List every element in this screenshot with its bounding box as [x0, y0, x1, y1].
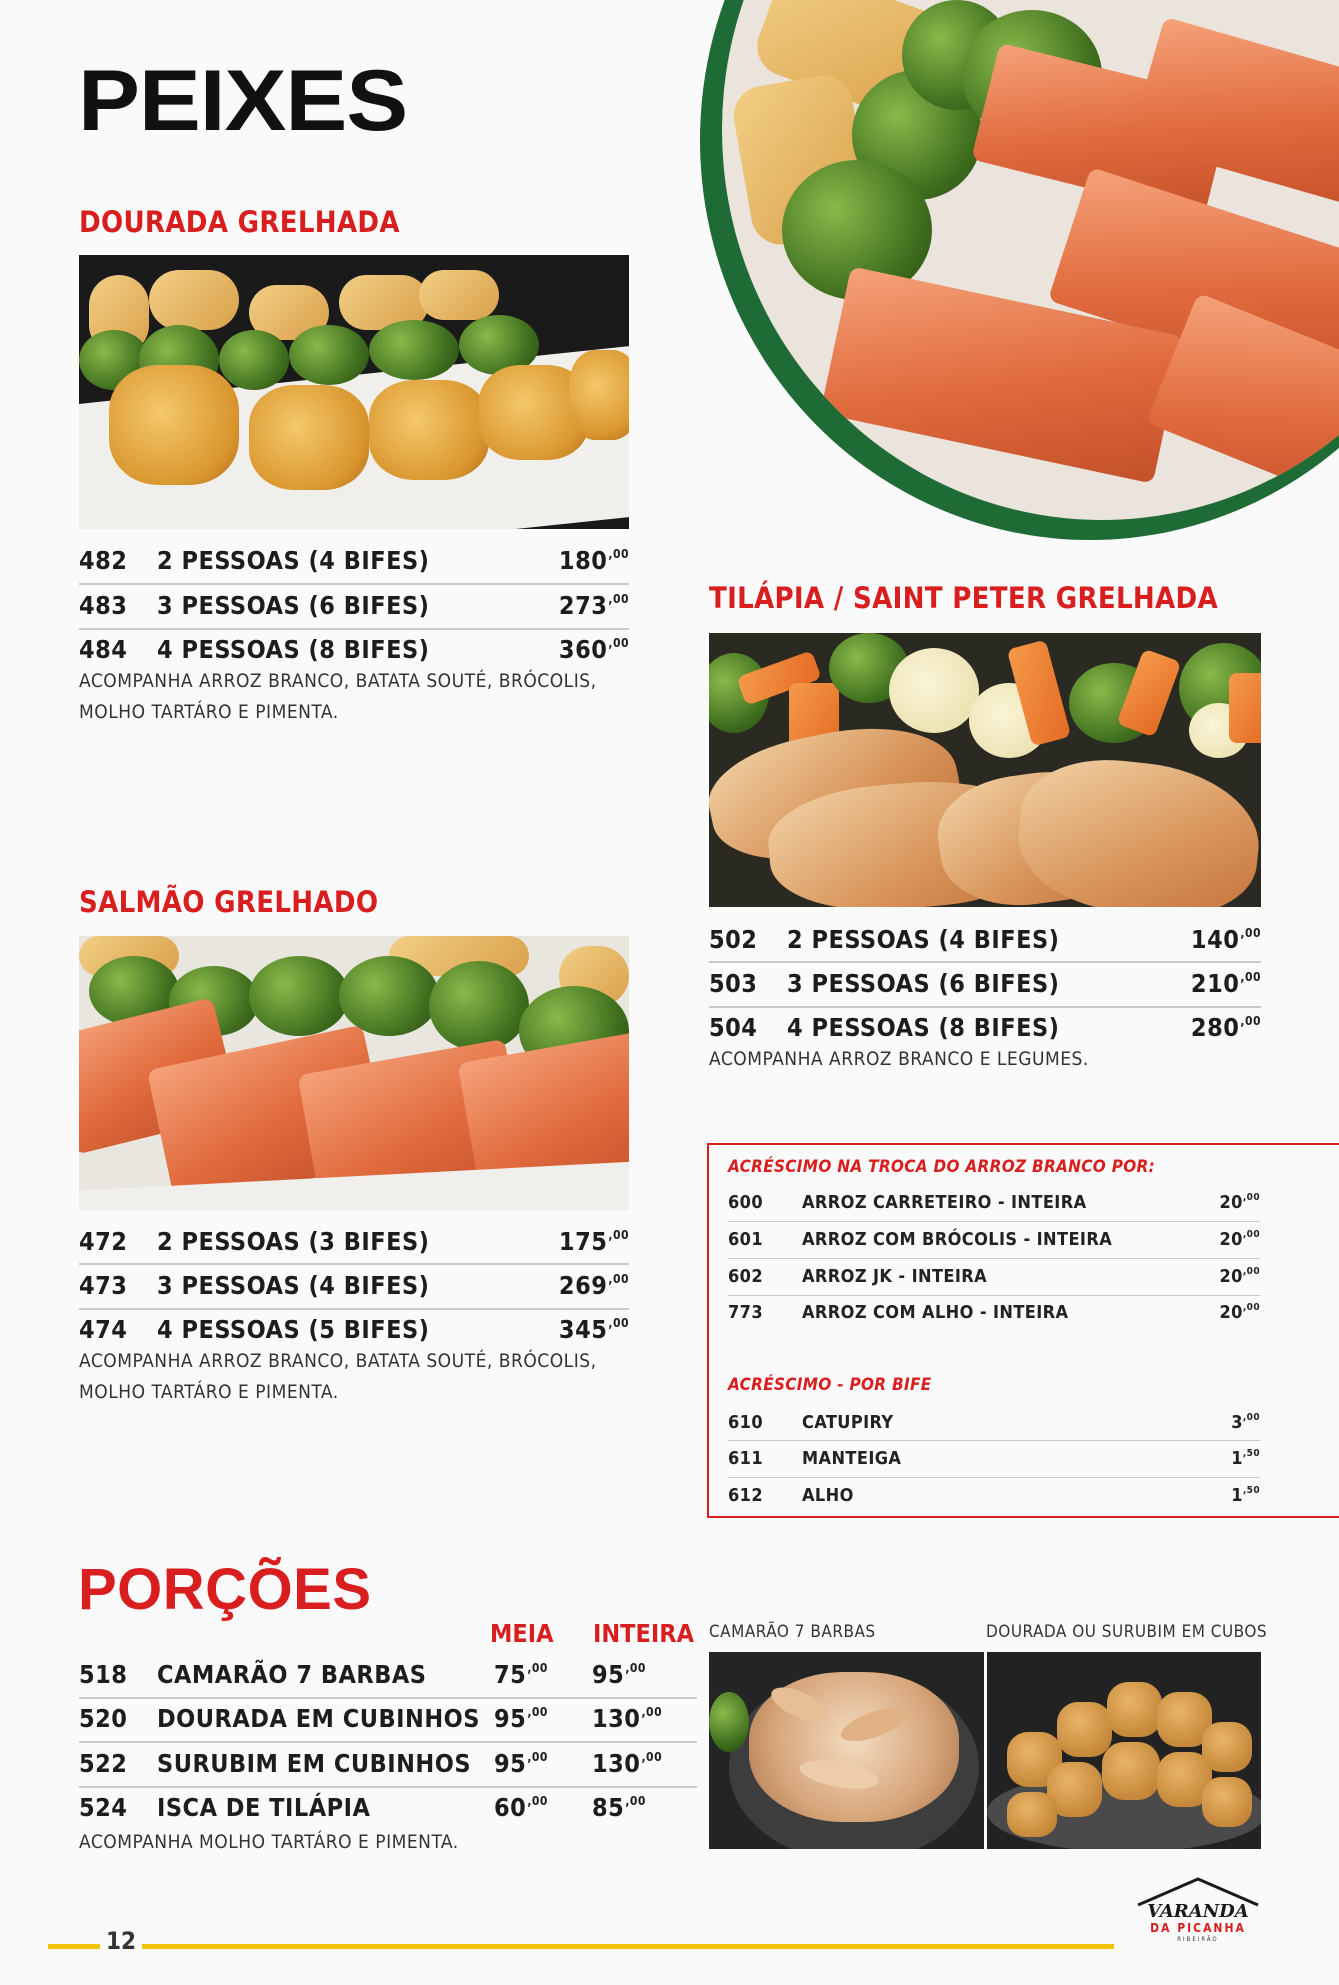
divider — [79, 1741, 697, 1743]
item-price: 140 — [1190, 925, 1240, 954]
hero-salmon-photo — [700, 0, 1339, 540]
description-line: MOLHO TARTÁRO E PIMENTA. — [79, 1381, 339, 1403]
item-code: 472 — [79, 1227, 128, 1256]
item-price-inteira: $85^{,00}$ — [592, 1793, 646, 1822]
item-price-cents: ,00 — [1242, 1266, 1260, 1277]
divider — [79, 583, 629, 585]
porcao-item-524 — [79, 1793, 699, 1822]
item-code: 518 — [79, 1660, 128, 1689]
column-header-meia: MEIA — [490, 1619, 554, 1648]
divider — [709, 961, 1261, 963]
item-price-meia: $95^{,00}$ — [494, 1749, 548, 1778]
item-code: 522 — [79, 1749, 128, 1778]
item-name: ARROZ COM ALHO - INTEIRA — [802, 1302, 1069, 1323]
addon-item-612 — [728, 1485, 1260, 1506]
logo-line1: VARANDA — [1147, 1901, 1249, 1922]
item-price: 280 — [1190, 1013, 1240, 1042]
porcoes-title: PORÇÕES — [78, 1557, 372, 1622]
tilapia-photo — [709, 633, 1261, 907]
tilapia-description: ACOMPANHA ARROZ BRANCO E LEGUMES. — [709, 1048, 1089, 1070]
item-name: SURUBIM EM CUBINHOS — [157, 1749, 472, 1778]
item-price-cents: ,50 — [1242, 1485, 1260, 1496]
salmao-photo — [79, 936, 629, 1210]
item-price: 20 — [1219, 1192, 1243, 1213]
item-code: 773 — [728, 1302, 764, 1323]
page-number: 12 — [100, 1927, 142, 1955]
page-title: PEIXES — [78, 53, 408, 149]
item-price: 20 — [1219, 1229, 1243, 1250]
item-price: 269 — [558, 1271, 608, 1300]
item-price: 175 — [558, 1227, 608, 1256]
item-price-inteira: $130^{,00}$ — [592, 1749, 663, 1778]
rice-addon-heading: ACRÉSCIMO NA TROCA DO ARROZ BRANCO POR: — [728, 1157, 1156, 1177]
salmao-item-472 — [79, 1227, 629, 1256]
item-name: ISCA DE TILÁPIA — [157, 1793, 371, 1822]
shrimp-photo — [709, 1652, 984, 1849]
item-code: 483 — [79, 591, 128, 620]
divider — [79, 1263, 629, 1265]
logo-line3: RIBEIRÃO — [1177, 1936, 1219, 1943]
item-price: 180 — [558, 546, 608, 575]
item-price-cents: ,00 — [608, 1228, 629, 1242]
item-price-meia: $60^{,00}$ — [494, 1793, 548, 1822]
divider — [709, 1006, 1261, 1008]
description-line: ACOMPANHA ARROZ BRANCO, BATATA SOUTÉ, BRÓCOLIS, — [79, 1350, 597, 1372]
dourada-title: DOURADA GRELHADA — [79, 205, 400, 239]
item-name: ARROZ JK - INTEIRA — [802, 1266, 988, 1287]
salmao-title: SALMÃO GRELHADO — [79, 885, 379, 919]
item-code: 474 — [79, 1315, 128, 1344]
addon-item-611 — [728, 1448, 1260, 1469]
divider — [728, 1477, 1260, 1478]
divider — [79, 1786, 697, 1788]
divider — [728, 1295, 1260, 1296]
tilapia-title: TILÁPIA / SAINT PETER GRELHADA — [709, 581, 1218, 615]
caption-shrimp: CAMARÃO 7 BARBAS — [709, 1622, 876, 1642]
item-code: 600 — [728, 1192, 764, 1213]
item-name: ARROZ COM BRÓCOLIS - INTEIRA — [802, 1229, 1113, 1250]
item-name: MANTEIGA — [802, 1448, 902, 1469]
item-name: 3 PESSOAS (6 BIFES) — [157, 591, 430, 620]
porcao-item-520 — [79, 1704, 699, 1733]
item-price: 3 — [1231, 1412, 1243, 1433]
porcoes-description: ACOMPANHA MOLHO TARTÁRO E PIMENTA. — [79, 1831, 459, 1853]
item-price: 20 — [1219, 1266, 1243, 1287]
divider — [728, 1440, 1260, 1441]
item-price-cents: ,00 — [1242, 1412, 1260, 1423]
item-price-cents: ,00 — [1240, 1014, 1261, 1028]
item-name: 2 PESSOAS (3 BIFES) — [157, 1227, 430, 1256]
addon-item-610 — [728, 1412, 1260, 1433]
item-price: 345 — [558, 1315, 608, 1344]
description-line: MOLHO TARTÁRO E PIMENTA. — [79, 701, 339, 723]
item-code: 610 — [728, 1412, 764, 1433]
item-name: CATUPIRY — [802, 1412, 894, 1433]
item-code: 601 — [728, 1229, 764, 1250]
dourada-item-482 — [79, 546, 629, 575]
dourada-photo — [79, 255, 629, 529]
porcao-item-518 — [79, 1660, 699, 1689]
tilapia-item-504 — [709, 1013, 1261, 1042]
item-price-inteira: $130^{,00}$ — [592, 1704, 663, 1733]
item-code: 504 — [709, 1013, 758, 1042]
item-code: 473 — [79, 1271, 128, 1300]
salmao-item-474 — [79, 1315, 629, 1344]
item-price-cents: ,50 — [1242, 1448, 1260, 1459]
item-code: 612 — [728, 1485, 764, 1506]
caption-cubes: DOURADA OU SURUBIM EM CUBOS — [986, 1622, 1268, 1642]
item-name: 2 PESSOAS (4 BIFES) — [157, 546, 430, 575]
tilapia-item-502 — [709, 925, 1261, 954]
porcao-item-522 — [79, 1749, 699, 1778]
item-code: 524 — [79, 1793, 128, 1822]
item-price-cents: ,00 — [608, 1272, 629, 1286]
item-price: 20 — [1219, 1302, 1243, 1323]
item-name: 3 PESSOAS (6 BIFES) — [787, 969, 1060, 998]
dourada-item-483 — [79, 591, 629, 620]
item-name: ARROZ CARRETEIRO - INTEIRA — [802, 1192, 1087, 1213]
divider — [728, 1221, 1260, 1222]
addon-item-773 — [728, 1302, 1260, 1323]
bife-addon-heading: ACRÉSCIMO - POR BIFE — [728, 1375, 932, 1395]
restaurant-logo — [1128, 1875, 1268, 1945]
item-code: 602 — [728, 1266, 764, 1287]
item-code: 502 — [709, 925, 758, 954]
description-line: ACOMPANHA ARROZ BRANCO, BATATA SOUTÉ, BRÓCOLIS, — [79, 670, 597, 692]
item-price-cents: ,00 — [1240, 926, 1261, 940]
item-code: 503 — [709, 969, 758, 998]
item-price: 273 — [558, 591, 608, 620]
salmao-description — [79, 1346, 679, 1408]
addon-item-600 — [728, 1192, 1260, 1213]
item-price-cents: ,00 — [1242, 1192, 1260, 1203]
item-name: 3 PESSOAS (4 BIFES) — [157, 1271, 430, 1300]
item-name: DOURADA EM CUBINHOS — [157, 1704, 481, 1733]
item-code: 482 — [79, 546, 128, 575]
item-price: 1 — [1231, 1485, 1243, 1506]
addon-item-601 — [728, 1229, 1260, 1250]
logo-line2: DA PICANHA — [1150, 1921, 1246, 1935]
item-price-cents: ,00 — [1242, 1302, 1260, 1313]
item-price-cents: ,00 — [608, 547, 629, 561]
item-price-inteira: $95^{,00}$ — [592, 1660, 646, 1689]
divider — [728, 1258, 1260, 1259]
addon-item-602 — [728, 1266, 1260, 1287]
divider — [79, 1308, 629, 1310]
salmao-item-473 — [79, 1271, 629, 1300]
item-code: 611 — [728, 1448, 764, 1469]
item-price-cents: ,00 — [1242, 1229, 1260, 1240]
item-code: 484 — [79, 635, 128, 664]
item-name: ALHO — [802, 1485, 854, 1506]
item-price-meia: $75^{,00}$ — [494, 1660, 548, 1689]
item-name: 4 PESSOAS (8 BIFES) — [787, 1013, 1060, 1042]
item-price-cents: ,00 — [608, 636, 629, 650]
divider — [79, 628, 629, 630]
column-header-inteira: INTEIRA — [593, 1619, 694, 1648]
item-price: 210 — [1190, 969, 1240, 998]
item-price: 1 — [1231, 1448, 1243, 1469]
item-name: CAMARÃO 7 BARBAS — [157, 1660, 427, 1689]
item-price: 360 — [558, 635, 608, 664]
item-price-cents: ,00 — [608, 1316, 629, 1330]
item-price-cents: ,00 — [1240, 970, 1261, 984]
item-name: 4 PESSOAS (5 BIFES) — [157, 1315, 430, 1344]
item-code: 520 — [79, 1704, 128, 1733]
dourada-description — [79, 666, 679, 728]
item-price-cents: ,00 — [608, 592, 629, 606]
item-price-meia: $95^{,00}$ — [494, 1704, 548, 1733]
item-name: 2 PESSOAS (4 BIFES) — [787, 925, 1060, 954]
item-name: 4 PESSOAS (8 BIFES) — [157, 635, 430, 664]
footer-line — [48, 1944, 1114, 1949]
tilapia-item-503 — [709, 969, 1261, 998]
cubes-photo — [987, 1652, 1261, 1849]
divider — [79, 1697, 697, 1699]
dourada-item-484 — [79, 635, 629, 664]
